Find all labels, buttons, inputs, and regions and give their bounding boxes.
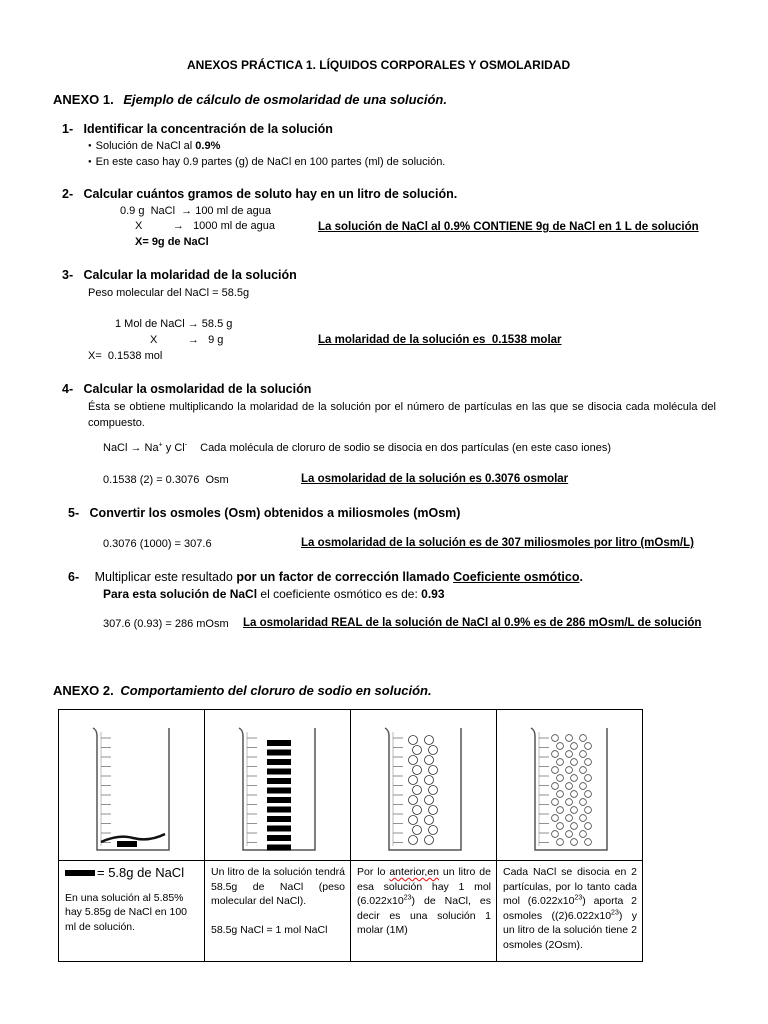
ion-icon	[566, 767, 573, 774]
ion-icon	[552, 767, 559, 774]
step6-conclusion: La osmolaridad REAL de la solución de NaCl al 0.9% es de 286 mOsm/L de solución	[243, 617, 702, 629]
ion-icon	[566, 751, 573, 758]
beaker-cell-2	[205, 710, 351, 861]
col3-text-a: Por lo	[357, 866, 390, 878]
ion-icon	[557, 839, 564, 846]
nacl-molecule-icon	[429, 786, 438, 795]
ion-icon	[557, 759, 564, 766]
nacl-block-icon	[267, 826, 291, 832]
annex1-label: ANEXO 1.	[53, 92, 114, 107]
step3-conclusion: La molaridad de la solución es 0.1538 molar	[318, 334, 562, 346]
nacl-block-icon	[65, 870, 95, 876]
ion-icon	[585, 775, 592, 782]
step3-result: X= 0.1538 mol	[88, 350, 163, 362]
step6-num: 6-	[68, 570, 80, 584]
beaker-cell-4	[497, 710, 643, 861]
ion-icon	[557, 807, 564, 814]
nacl-molecule-icon	[429, 826, 438, 835]
ion-icon	[580, 783, 587, 790]
ion-icon	[552, 751, 559, 758]
ion-icon	[571, 759, 578, 766]
nacl-molecule-icon	[425, 756, 434, 765]
text-cell-2	[205, 861, 351, 962]
ion-icon	[585, 759, 592, 766]
step3-line1: 1 Mol de NaCl → 58.5 g	[115, 318, 233, 330]
col4-sup2: 23	[611, 909, 619, 916]
ion-icon	[566, 799, 573, 806]
step6-line2	[103, 587, 445, 601]
nacl-molecule-icon	[429, 766, 438, 775]
nacl-molecule-icon	[409, 796, 418, 805]
nacl-block-icon	[267, 769, 291, 775]
ion-icon	[557, 791, 564, 798]
step6-text-bold: por un factor de corrección llamado	[236, 570, 454, 584]
ion-icon	[566, 815, 573, 822]
step1-bullet1	[88, 140, 220, 152]
ion-icon	[585, 743, 592, 750]
ion-icon	[571, 791, 578, 798]
col4-sup1: 23	[574, 894, 583, 902]
col1-text: En una solución al 5.85% hay 5.85g de NaCl en 100 ml de solución.	[65, 891, 188, 933]
step2-conclusion: La solución de NaCl al 0.9% CONTIENE 9g de NaCl en 1 L de solución	[318, 221, 699, 233]
col2-text: Un litro de la solución tendrá 58.5g de NaCl (peso molecular del NaCl).	[211, 866, 345, 907]
ion-icon	[585, 791, 592, 798]
step2-result: X= 9g de NaCl	[135, 236, 209, 248]
step3-heading: 3- Calcular la molaridad de la solución	[62, 268, 297, 282]
nacl-block-icon	[267, 750, 291, 756]
ion-icon	[552, 799, 559, 806]
step6-calc: 307.6 (0.93) = 286 mOsm	[103, 618, 229, 630]
legend-text: = 5.8g de NaCl	[97, 865, 185, 880]
ion-icon	[571, 743, 578, 750]
step3-line0: Peso molecular del NaCl = 58.5g	[88, 287, 250, 299]
step5-calc: 0.3076 (1000) = 307.6	[103, 538, 212, 550]
ion-icon	[580, 831, 587, 838]
annex1-subtitle: Ejemplo de cálculo de osmolaridad de una solución.	[123, 92, 447, 107]
nacl-molecule-icon	[409, 776, 418, 785]
ion-icon	[571, 823, 578, 830]
ion-icon	[571, 775, 578, 782]
nacl-block-icon	[267, 740, 291, 746]
nacl-block-icon	[267, 778, 291, 784]
nacl-block-icon	[267, 835, 291, 841]
step6-line1	[68, 570, 583, 584]
beaker-outline	[93, 728, 169, 850]
nacl-block-icon	[117, 841, 137, 847]
nacl-block-icon	[267, 845, 291, 851]
step5-heading: 5- Convertir los osmoles (Osm) obtenidos a miliosmoles (mOsm)	[68, 506, 461, 520]
ion-icon	[580, 767, 587, 774]
annex2-subtitle: Comportamiento del cloruro de sodio en solución.	[120, 683, 432, 698]
col3-sup: 23	[403, 894, 412, 902]
nacl-molecule-icon	[425, 776, 434, 785]
ion-icon	[580, 799, 587, 806]
col4-text-b: ) aporta 2 osmoles ((2)6.022x10	[503, 895, 637, 922]
coeficiente-value: 0.93	[421, 587, 445, 601]
nacl-molecule-icon	[429, 746, 438, 755]
nacl-block-icon	[267, 797, 291, 803]
nacl-molecule-icon	[425, 796, 434, 805]
step4-equation	[103, 442, 611, 454]
step4-conclusion: La osmolaridad de la solución es 0.3076 osmolar	[301, 473, 569, 485]
text-cell-1	[59, 861, 205, 962]
step4-calc: 0.1538 (2) = 0.3076 Osm	[103, 474, 229, 486]
eq-na: NaCl → Na	[103, 442, 159, 454]
step1-bullet2: ● En este caso hay 0.9 partes (g) de NaCl en 100 partes (ml) de solución.	[88, 156, 445, 168]
nacl-block-icon	[267, 807, 291, 813]
annex2-label: ANEXO 2.	[53, 683, 114, 698]
nacl-molecule-icon	[409, 816, 418, 825]
ion-icon	[585, 823, 592, 830]
col4-text-c: ) y un litro de la solución tiene 2 osmoles (2Osm).	[503, 909, 637, 951]
step4-paragraph: Ésta se obtiene multiplicando la molaridad de la solución por el número de partículas en las que se disocia cada molécula del compuesto.	[88, 401, 716, 429]
col2-equivalence: 58.5g NaCl = 1 mol NaCl	[211, 923, 328, 936]
step1-heading: 1- Identificar la concentración de la solución	[62, 122, 333, 136]
col3-text-b: un litro de esa solución hay 1 mol (6.022x10	[357, 866, 491, 907]
nacl-block-icon	[267, 816, 291, 822]
legend	[65, 866, 199, 881]
step1-bullet1-text: Solución de NaCl al	[95, 140, 196, 152]
beaker-cell-1	[59, 710, 205, 861]
step2-line2: X → 1000 ml de agua	[135, 220, 276, 232]
beaker-small-sample	[59, 710, 204, 860]
ion-icon	[557, 743, 564, 750]
text-cell-4	[497, 861, 643, 962]
step3-line2: X → 9 g	[150, 334, 224, 346]
ion-icon	[552, 831, 559, 838]
beaker-outline	[385, 728, 461, 850]
ion-icon	[552, 735, 559, 742]
nacl-molecule-icon	[413, 786, 422, 795]
beaker-dissociated-ions	[497, 710, 642, 860]
nacl-molecule-icon	[429, 806, 438, 815]
ion-icon	[571, 807, 578, 814]
ion-icon	[580, 751, 587, 758]
ion-icon	[566, 783, 573, 790]
col3-text-c: ) de NaCl, es decir es una solución 1 molar (1M)	[357, 895, 491, 936]
document-title: ANEXOS PRÁCTICA 1. LÍQUIDOS CORPORALES Y OSMOLARIDAD	[187, 58, 571, 72]
col4-text-a: Cada NaCl se disocia en 2 partículas, por lo tanto cada mol (6.022x10	[503, 866, 637, 907]
step4-heading: 4- Calcular la osmolaridad de la solución	[62, 382, 312, 396]
nacl-molecule-icon	[425, 736, 434, 745]
beaker-one-liter	[205, 710, 350, 860]
coeficiente-osmotico-term: Coeficiente osmótico	[453, 570, 580, 584]
nacl-molecule-icon	[409, 836, 418, 845]
eq-cl: y Cl	[162, 442, 185, 454]
step6-text: Multiplicar este resultado	[94, 570, 237, 584]
step6-text-end: .	[579, 570, 583, 584]
eq-sup-minus: -	[184, 441, 188, 449]
beaker-cell-3	[351, 710, 497, 861]
ion-icon	[552, 783, 559, 790]
nacl-molecule-icon	[413, 806, 422, 815]
step2-line1: 0.9 g NaCl → 100 ml de agua	[120, 205, 272, 217]
eq-sup-plus: +	[158, 441, 163, 449]
ion-icon	[580, 815, 587, 822]
ion-icon	[566, 831, 573, 838]
step5-conclusion: La osmolaridad de la solución es de 307 miliosmoles por litro (mOsm/L)	[301, 537, 695, 549]
beaker-molecules	[351, 710, 496, 860]
ion-icon	[552, 815, 559, 822]
nacl-molecule-icon	[409, 756, 418, 765]
annex2-header	[53, 683, 432, 698]
nacl-block-icon	[267, 759, 291, 765]
nacl-molecule-icon	[425, 816, 434, 825]
eq-note: Cada molécula de cloruro de sodio se disocia en dos partículas (en este caso iones)	[200, 442, 612, 454]
step1-bullet1-bold: 0.9%	[195, 140, 221, 152]
annex1-header	[53, 92, 447, 107]
ion-icon	[585, 807, 592, 814]
ion-icon	[566, 735, 573, 742]
ion-icon	[571, 839, 578, 846]
nacl-molecule-icon	[413, 826, 422, 835]
step2-heading: 2- Calcular cuántos gramos de soluto hay en un litro de solución.	[62, 187, 458, 201]
text-cell-3	[351, 861, 497, 962]
step6-line2-bold: Para esta solución de NaCl	[103, 587, 258, 601]
ion-icon	[585, 839, 592, 846]
step6-line2-mid: el coeficiente osmótico es de:	[257, 587, 422, 601]
nacl-molecule-icon	[409, 736, 418, 745]
col3-spelling-mark: anterior,en	[389, 866, 439, 878]
nacl-block-icon	[267, 788, 291, 794]
liquid-surface	[101, 834, 165, 842]
annex2-table	[58, 709, 643, 962]
nacl-molecule-icon	[413, 746, 422, 755]
ion-icon	[557, 823, 564, 830]
nacl-molecule-icon	[425, 836, 434, 845]
ion-icon	[557, 775, 564, 782]
nacl-molecule-icon	[413, 766, 422, 775]
ion-icon	[580, 735, 587, 742]
